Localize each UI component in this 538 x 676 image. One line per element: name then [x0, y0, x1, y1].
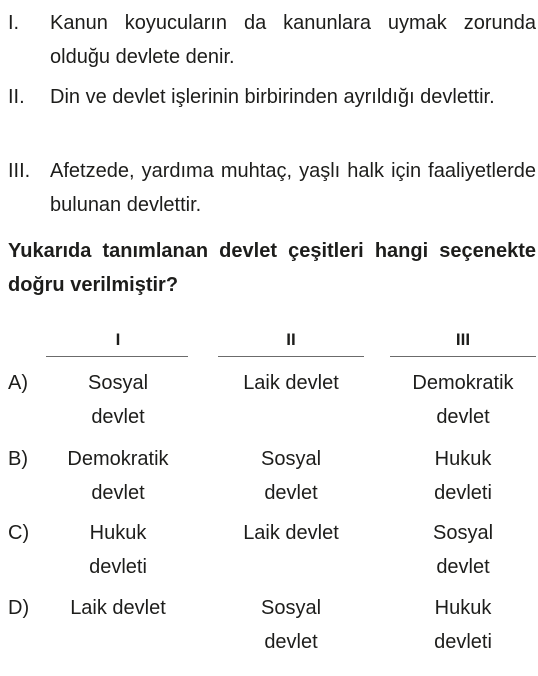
column-divider-2: [218, 356, 364, 357]
column-header-2: II: [286, 330, 296, 349]
option-cell: Laik devlet: [243, 522, 339, 544]
statement-text: Kanun koyucuların da kanunlara uymak zorunda olduğu devlete denir.: [50, 12, 536, 68]
option-cell: Hukuk devleti: [89, 522, 147, 578]
option-cell: Hukuk devleti: [434, 448, 492, 504]
option-letter: C): [8, 522, 30, 544]
option-cell: Laik devlet: [243, 372, 339, 394]
option-cell: Sosyal devlet: [260, 597, 322, 653]
option-cell: Hukuk devleti: [434, 597, 492, 653]
option-cell: Sosyal devlet: [260, 448, 322, 504]
statement-number: II.: [8, 86, 25, 108]
option-letter: B): [8, 448, 28, 470]
statement-text: Din ve devlet işlerinin birbirinden ayrıldığı devlettir.: [50, 86, 495, 108]
column-divider-3: [390, 356, 536, 357]
option-cell: Laik devlet: [70, 597, 166, 619]
question-text: Yukarıda tanımlanan devlet çeşitleri hangi seçenekte doğru verilmiştir?: [8, 240, 536, 296]
option-cell: Demokratik devlet: [412, 372, 514, 428]
column-header-1: I: [115, 330, 121, 349]
statement-number: III.: [8, 160, 31, 182]
option-letter: D): [8, 597, 30, 619]
option-letter: A): [8, 372, 28, 394]
option-cell: Sosyal devlet: [87, 372, 149, 428]
column-header-3: III: [455, 330, 471, 349]
option-cell: Demokratik devlet: [67, 448, 169, 504]
statement-number: I.: [8, 12, 20, 34]
column-divider-1: [46, 356, 188, 357]
statement-text: Afetzede, yardıma muhtaç, yaşlı halk için faaliyetlerde bulunan devlettir.: [50, 160, 536, 216]
option-cell: Sosyal devlet: [432, 522, 494, 578]
